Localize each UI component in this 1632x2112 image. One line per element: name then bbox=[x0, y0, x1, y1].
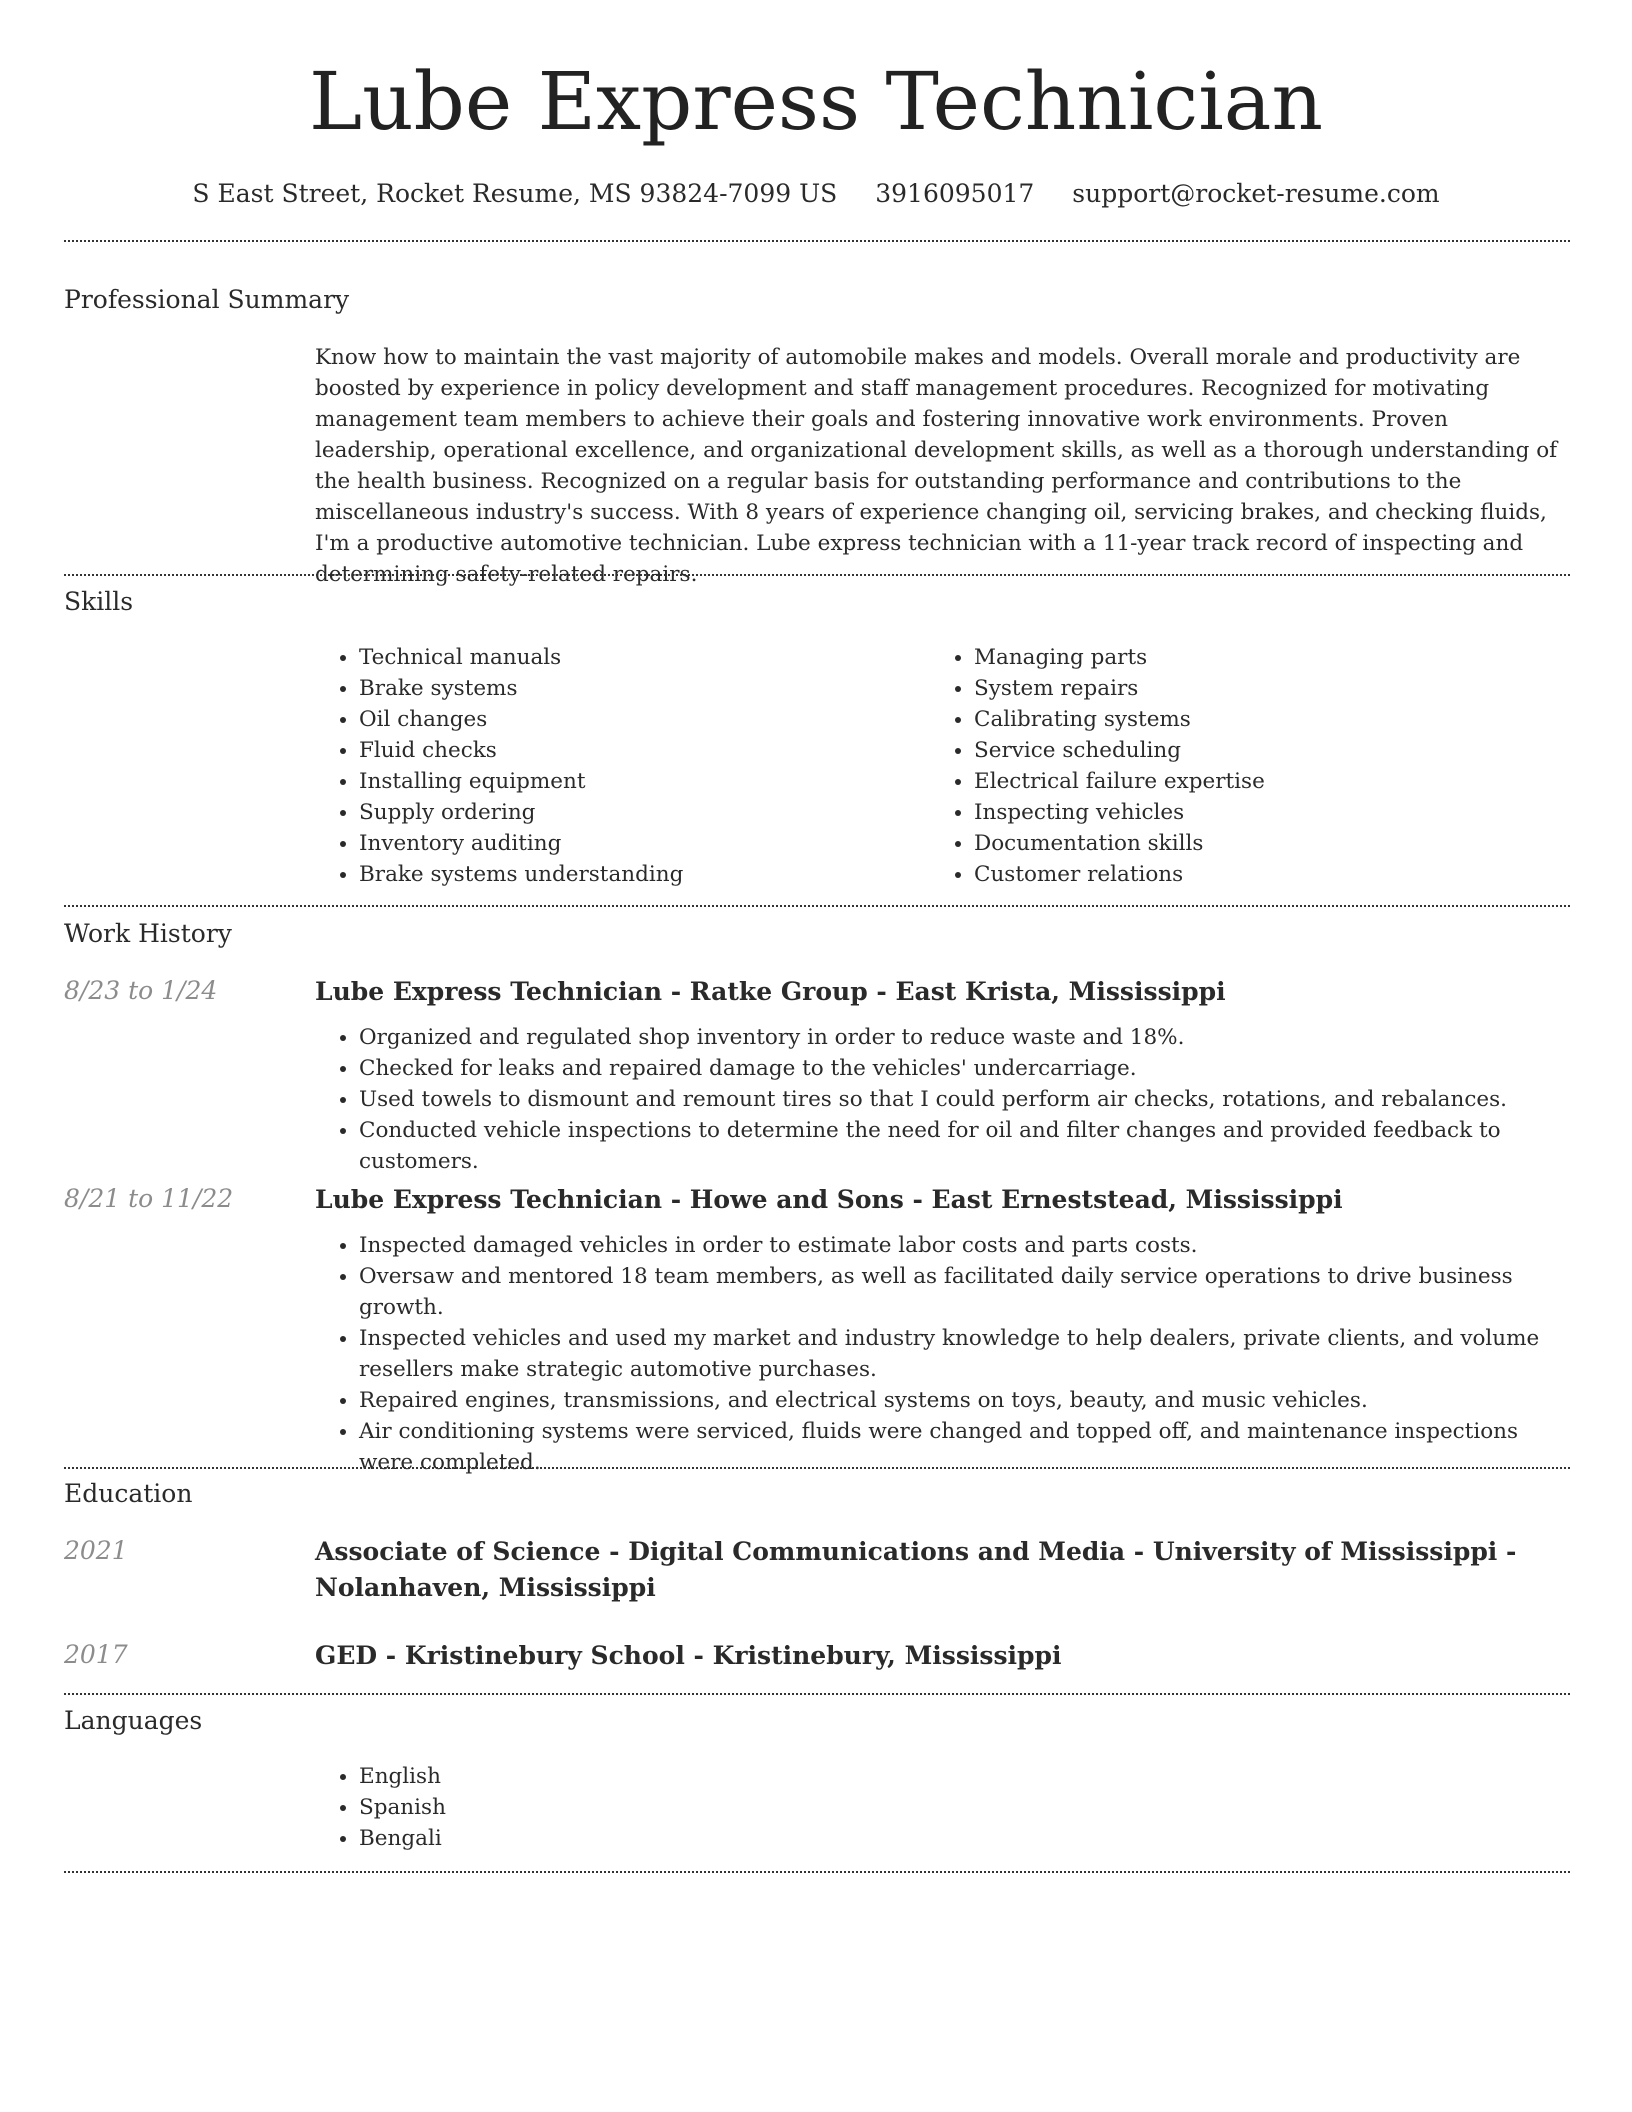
work-section bbox=[64, 918, 1570, 1475]
divider bbox=[64, 1871, 1570, 1873]
job-bullet: • Used towels to dismount and remount tires so that I could perform air checks, rotations, and rebalances. bbox=[359, 1084, 1570, 1115]
contact-line bbox=[0, 178, 1632, 210]
skill-item: • Inspecting vehicles bbox=[974, 797, 1530, 828]
education-entry bbox=[315, 1534, 1570, 1606]
skill-item: • Managing parts bbox=[974, 642, 1530, 673]
divider bbox=[64, 1693, 1570, 1695]
skills-list-left bbox=[315, 642, 915, 890]
education-entry bbox=[315, 1638, 1570, 1674]
job-bullet: • Repaired engines, transmissions, and electrical systems on toys, beauty, and music vehicles. bbox=[359, 1385, 1570, 1416]
language-item: • English bbox=[359, 1761, 1570, 1792]
section-title-summary: Professional Summary bbox=[64, 285, 350, 314]
section-title-skills: Skills bbox=[64, 587, 134, 616]
job-date: 8/23 to 1/24 bbox=[64, 976, 218, 1005]
skills-content bbox=[315, 642, 1570, 892]
job-bullet: • Conducted vehicle inspections to determine the need for oil and filter changes and provided feedback to customers. bbox=[359, 1115, 1570, 1177]
divider bbox=[64, 240, 1570, 242]
resume-header bbox=[0, 0, 1632, 210]
job-bullet: • Air conditioning systems were serviced, fluids were changed and topped off, and maintenance inspections were completed. bbox=[359, 1416, 1570, 1478]
job-date: 8/21 to 11/22 bbox=[64, 1184, 234, 1213]
skill-item: • Customer relations bbox=[974, 859, 1530, 890]
section-title-languages: Languages bbox=[64, 1706, 203, 1735]
skill-item: • Fluid checks bbox=[359, 735, 915, 766]
skill-item: • Brake systems understanding bbox=[359, 859, 915, 890]
skill-item: • Brake systems bbox=[359, 673, 915, 704]
skills-column-right bbox=[930, 642, 1530, 890]
divider bbox=[64, 1467, 1570, 1469]
divider bbox=[64, 905, 1570, 907]
skill-item: • System repairs bbox=[974, 673, 1530, 704]
job-bullet: • Oversaw and mentored 18 team members, as well as facilitated daily service operations to drive business growth. bbox=[359, 1261, 1570, 1323]
job-bullets bbox=[315, 1230, 1570, 1478]
job-title: Lube Express Technician - Ratke Group - East Krista, Mississippi bbox=[315, 977, 1226, 1006]
section-title-education: Education bbox=[64, 1479, 193, 1508]
candidate-name: Lube Express Technician bbox=[308, 55, 1324, 148]
job-bullet: • Checked for leaks and repaired damage to the vehicles' undercarriage. bbox=[359, 1053, 1570, 1084]
contact-phone: 3916095017 bbox=[875, 179, 1035, 208]
language-item: • Spanish bbox=[359, 1792, 1570, 1823]
skill-item: • Documentation skills bbox=[974, 828, 1530, 859]
contact-email: support@rocket-resume.com bbox=[1072, 179, 1440, 208]
summary-content bbox=[315, 342, 1570, 590]
skill-item: • Installing equipment bbox=[359, 766, 915, 797]
skills-section bbox=[64, 586, 1570, 887]
skill-item: • Calibrating systems bbox=[974, 704, 1530, 735]
section-title-work: Work History bbox=[64, 919, 232, 948]
education-title: Associate of Science - Digital Communications and Media - University of Mississippi - Nolanhaven, Mississippi bbox=[315, 1537, 1517, 1602]
education-title: GED - Kristinebury School - Kristinebury, Mississippi bbox=[315, 1641, 1062, 1670]
job-entry bbox=[315, 1182, 1570, 1478]
skills-list-right bbox=[930, 642, 1530, 890]
skill-item: • Electrical failure expertise bbox=[974, 766, 1530, 797]
divider bbox=[64, 574, 1570, 576]
education-section bbox=[64, 1478, 1570, 1670]
skills-column-left bbox=[315, 642, 915, 890]
skill-item: • Supply ordering bbox=[359, 797, 915, 828]
job-bullet: • Inspected vehicles and used my market and industry knowledge to help dealers, private clients, and volume resellers make strategic automotive purchases. bbox=[359, 1323, 1570, 1385]
job-bullet: • Inspected damaged vehicles in order to estimate labor costs and parts costs. bbox=[359, 1230, 1570, 1261]
job-bullet: • Organized and regulated shop inventory in order to reduce waste and 18%. bbox=[359, 1022, 1570, 1053]
summary-text: Know how to maintain the vast majority of automobile makes and models. Overall morale and productivity are boosted by experience in policy development and staff management procedures. Recognized for motivating management team members to achieve their goals and fostering innovative work environments. Proven leadership, operational excellence, and organizational development skills, as well as a thorough understanding of the health business. Recognized on a regular basis for outstanding performance and contributions to the miscellaneous industry's success. With 8 years of experience changing oil, servicing brakes, and checking fluids, I'm a productive automotive technician. Lube express technician with a 11-year track record of inspecting and determining safety-related repairs. bbox=[315, 345, 1558, 587]
job-bullets bbox=[315, 1022, 1570, 1177]
job-title: Lube Express Technician - Howe and Sons - East Erneststead, Mississippi bbox=[315, 1185, 1343, 1214]
skill-item: • Oil changes bbox=[359, 704, 915, 735]
language-item: • Bengali bbox=[359, 1823, 1570, 1854]
job-entry bbox=[315, 974, 1570, 1177]
skill-item: • Inventory auditing bbox=[359, 828, 915, 859]
languages-section bbox=[64, 1705, 1570, 1851]
languages-list bbox=[315, 1761, 1570, 1854]
skill-item: • Technical manuals bbox=[359, 642, 915, 673]
contact-address: S East Street, Rocket Resume, MS 93824-7099 US bbox=[192, 179, 838, 208]
skill-item: • Service scheduling bbox=[974, 735, 1530, 766]
summary-section bbox=[64, 284, 1570, 587]
education-date: 2021 bbox=[64, 1536, 128, 1565]
education-date: 2017 bbox=[64, 1640, 128, 1669]
languages-content bbox=[315, 1761, 1570, 1854]
